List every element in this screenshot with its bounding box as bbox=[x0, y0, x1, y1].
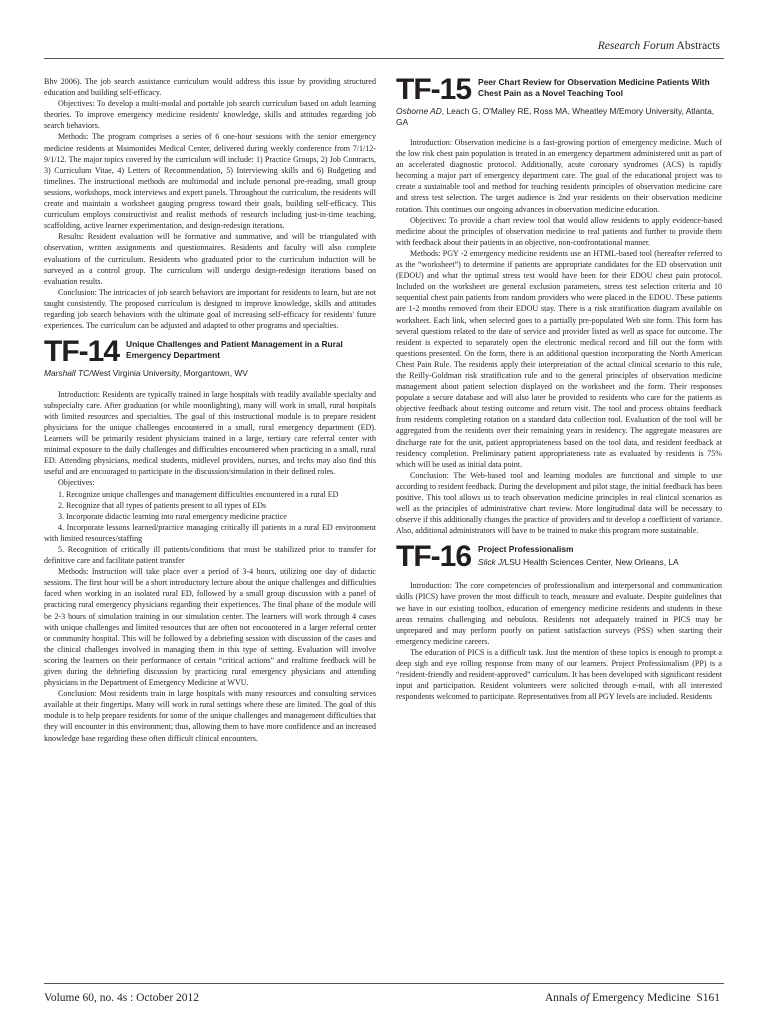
tf16-affiliation: LSU Health Sciences Center, New Orleans, LA bbox=[504, 557, 679, 568]
tf14-heading bbox=[44, 335, 376, 369]
abstract-paragraph: Conclusion: The intricacies of job search behaviors are important for residents to learn, but are not taught consistently. The proposed curriculum is designed to improve knowledge, skills and attitudes regarding job search behaviors with the ultimate goal of increasing self-efficacy for residents' future experiences. The curriculum can be adjusted and adapted to other programs and specialties. bbox=[44, 287, 376, 331]
tf15-number: TF-15 bbox=[396, 73, 472, 106]
abstract-paragraph: Introduction: Residents are typically trained in large hospitals with readily available specialty and subspecialty care. After graduation (or while moonlighting), many will work in small, rural hospitals with limited resources and specialties. The goal of this instructional module is to prepare resident physicians for the unique challenges encountered in a small, rural emergency department (ED). Learners will be primarily resident physicians trained in a large, tertiary care referral center with minimal exposure to the daily challenges and difficulties encountered when practicing in a small, rural ED. Attending physicians, medical students, midlevel providers, nurses, and techs may also find this useful and are encouraged to participate in the discussion/simulation in their defined roles. bbox=[44, 389, 376, 477]
tf16-authors bbox=[478, 557, 679, 568]
tf14-authors bbox=[44, 368, 376, 379]
running-head-section: Research Forum bbox=[597, 40, 675, 52]
tf15-authors bbox=[396, 106, 722, 127]
footer-rule bbox=[44, 983, 724, 984]
abstract-paragraph: The education of PICS is a difficult task. Just the mention of these topics is enough to prompt a deep sigh and eye rolling response from many of our learners. Project Professionalism (PP) is a “resident-friendly and resident-approved” curriculum. It has been developed with significant resident input and participation. Resident volunteers were solicited through e-mail, with all interested respondents welcomed to participate. Representatives from all PGY levels are included. Residents bbox=[396, 647, 722, 702]
tf14-author: Marshall TC/ bbox=[44, 368, 92, 379]
footer-journal bbox=[545, 992, 720, 1004]
objective-item: 1. Recognize unique challenges and management difficulties encountered in a rural ED bbox=[58, 489, 339, 499]
tf14-affiliation: West Virginia University, Morgantown, WV bbox=[91, 368, 248, 379]
abstract-paragraph: Objectives: To provide a chart review tool that would allow residents to apply evidence-based medicine about the principles of observation medicine to real patients and further to provide them with feedback about their patients in an objective, non-confrontational manner. bbox=[396, 215, 722, 247]
tf14-number: TF-14 bbox=[44, 335, 120, 369]
footer-journal-of: of bbox=[580, 992, 590, 1004]
header-rule bbox=[44, 58, 724, 59]
tf14-title: Unique Challenges and Patient Management in a Rural Emergency Department bbox=[126, 339, 343, 361]
objective-item: 2. Recognize that all types of patients present to all types of EDs bbox=[58, 500, 267, 510]
abstract-paragraph: Results: Resident evaluation will be formative and summative, and will be triangulated with observation, written assignments and questionnaires. Residents and faculty will also complete evaluations of the curriculum. Residents who graduated prior to the curriculum induction will be surveyed as a control group. The curriculum will undergo design-redesign iterations based on evaluation results. bbox=[44, 232, 376, 286]
abstract-paragraph: Methods: Instruction will take place over a period of 3-4 hours, utilizing one day of didactic sessions. The first hour will be a short introductory lecture about the unique challenges and difficulties faced when working in an isolated rural ED, followed by a small group discussion with a panel of practicing rural emergency physicians regarding their experiences. The final phase of the module will be 2-3 hours of simulation training in our simulation center. The learners will work through 4 cases with unique challenges and limited resources that are often not encountered in a larger referral center or community hospital. This will be followed by a debriefing session with discussion of the cases and the clinical challenges involved in managing them in this type of setting. Evaluation will involve scoring the learners on their performance of certain “critical actions” and realtime feedback will be given during the debriefing discussion by practicing rural emergency physicians and attending physicians in the Department of Emergency Medicine at WVU. bbox=[44, 567, 376, 688]
abstract-paragraph: Methods: The program comprises a series of 6 one-hour sessions with the senior emergency medicine residents at Maimonides Medical Center, delivered during weekly conference from 7/1/12-9/1/12. The major topics covered by the curriculum will include: 1) Practice Groups, 2) Job Contracts, 3) Curriculum Vitae, 4) Letters of Recommendation, 5) Interviewing skills and 6) Budgeting and timelines. The instructional methods are multimodal and include personal pre-reading, small group sessions, workshops, mock interviews and expert panels. Throughout the curriculum, the residents will create and maintain a worksheet gauging progress toward their goals, building self-efficacy. This curriculum employs constructivist and realist methods of research including just-in-time teaching, scaffolding, active learner experimentation, and design-redesign iterations. bbox=[44, 132, 376, 231]
abstract-paragraph: Methods: PGY -2 emergency medicine residents use an HTML-based tool (hereafter referred to as the “worksheet”) to determine if patients are appropriate candidates for the ED observation unit (EDOU) and what the optimal stress test would have been for their EDOU chest pain protocol. Included on the worksheet are general exclusion parameters, stress test selection criteria and 10 sequential chest pain patients from random providers who were placed in the EDOU. These patients are 1-2 months removed from their EDOU stay. There is a risk stratification diagram available on worksheet. Each link, when selected goes to a partially pre-populated Web site form. This form has several questions related to the date of service and provider listed as well as space for outcome. The resident is expected to separately open the electronic medical record and fill out the form with questions presented. On the form, there is an additional question incorporating the North American Chest Pain Rule. The residents apply their interpretation of the actual clinical scenario to this rule, the Reilly-Goldman risk stratification rule and to the general principles of observation medicine management about patient selection displayed on the worksheet and the form. Their responses populate a secure database and will also later be provided to residents who care for the patients as objective feedback about testing outcome and return visit. The tool and process obtains feedback from residents completing rotation on a standard data collection tool. Evaluation of the tool will be aggregated from the residents over their remaining years in residency. The aggregate measures are discharge rate for the unit, patient appropriateness based on the tool data, and resident feedback at residency completion. Preliminary patient appropriateness rate as evaluated by residents is 75% which will be used as initial data point. bbox=[396, 248, 722, 469]
running-head bbox=[598, 40, 720, 52]
abstract-paragraph: Conclusion: The Web-based tool and learning modules are functional and simple to use according to resident feedback. During the development and pilot stage, the initial feedback has been positive. This tool allows us to teach observation medicine principles in real clinical scenarios as well as the principles of administrative chart review. More longitudinal data will be necessary to observe if this additionally changes the practice of providers and to develop a coefficient of variance. Also, additional administrators will have to be trained to make this program more sustainable. bbox=[396, 470, 722, 536]
tf15-heading bbox=[396, 73, 722, 106]
tf16-heading bbox=[396, 540, 722, 574]
objective-item: 4. Incorporate lessons learned/practice managing critically ill patients in a rural ED environment with limited resources/staffing bbox=[44, 522, 376, 543]
tf15-author: Osborne AD bbox=[396, 106, 442, 116]
right-column bbox=[396, 73, 722, 702]
footer-journal-rest: Emergency Medicine bbox=[589, 992, 691, 1004]
objective-item: 3. Incorporate didactic learning into rural emergency medicine practice bbox=[58, 511, 287, 521]
objective-item: 5. Recognition of critically ill patients/conditions that must be stabilized prior to transfer for definitive care and facilitate patient transfer bbox=[44, 544, 376, 566]
tf16-author: Slick J/ bbox=[478, 557, 505, 568]
abstract-paragraph: Bhv 2006). The job search assistance curriculum would address this issue by providing structured education and building self-efficacy. bbox=[44, 77, 376, 98]
tf16-title-block bbox=[478, 543, 679, 568]
tf16-title: Project Professionalism bbox=[478, 544, 574, 555]
abstract-paragraph: Objectives: To develop a multi-modal and portable job search curriculum based on adult learning theories. To improve emergency medicine residents' knowledge, skills and attitudes regarding job search behaviors. bbox=[44, 99, 376, 131]
running-head-suffix: Abstracts bbox=[674, 40, 720, 52]
left-column bbox=[44, 76, 376, 744]
abstract-paragraph: Conclusion: Most residents train in large hospitals with many resources and consulting services available at their fingertips. Many will work in rural settings where these are limited. The goal of this module is to help prepare residents for some of the unique challenges and management difficulties that they will encounter in this environment; thus, allowing them to have more confidence and an increased knowledge base regarding these often difficult clinical encounters. bbox=[44, 689, 376, 743]
tf15-coauthors: , Leach G, O'Malley RE, Ross MA, Wheatley M/Emory University, Atlanta, GA bbox=[396, 106, 715, 127]
footer-volume: Volume 60, no. 4s : October 2012 bbox=[44, 992, 200, 1004]
abstract-paragraph: Objectives: bbox=[58, 478, 95, 488]
footer-journal-word: Annals bbox=[544, 992, 581, 1004]
page-number: S161 bbox=[696, 992, 720, 1004]
tf16-number: TF-16 bbox=[396, 540, 472, 574]
tf15-title: Peer Chart Review for Observation Medicine Patients With Chest Pain as a Novel Teaching Tool bbox=[478, 77, 710, 98]
abstract-paragraph: Introduction: Observation medicine is a fast-growing portion of emergency medicine. Much of the low risk chest pain population is treated in an emergency department administered unit as part of an accelerated diagnostic protocol. Additionally, acute coronary syndromes (ACS) is rapidly becoming a major part of emergency department care. The goal of the educational project was to create a sustainable tool and method for teaching residents principles of observation medicine care and stress test selection. The target audience is 2nd year residents on their observation medicine rotation. This continues our ongoing advances in observation medicine education. bbox=[396, 138, 722, 214]
abstract-paragraph: Introduction: The core competencies of professionalism and interpersonal and communication skills (PICS) have proven the most difficult to teach, measure and evaluate. Despite guidelines that we have in our existing toolbox, education of emergency medicine residents and students in these areas remains challenging and nebulous. Residents not adequately trained in PICS may be unprepared and may perform poorly on patient satisfaction surveys (PSS) when starting their emergency medicine careers. bbox=[396, 581, 722, 646]
